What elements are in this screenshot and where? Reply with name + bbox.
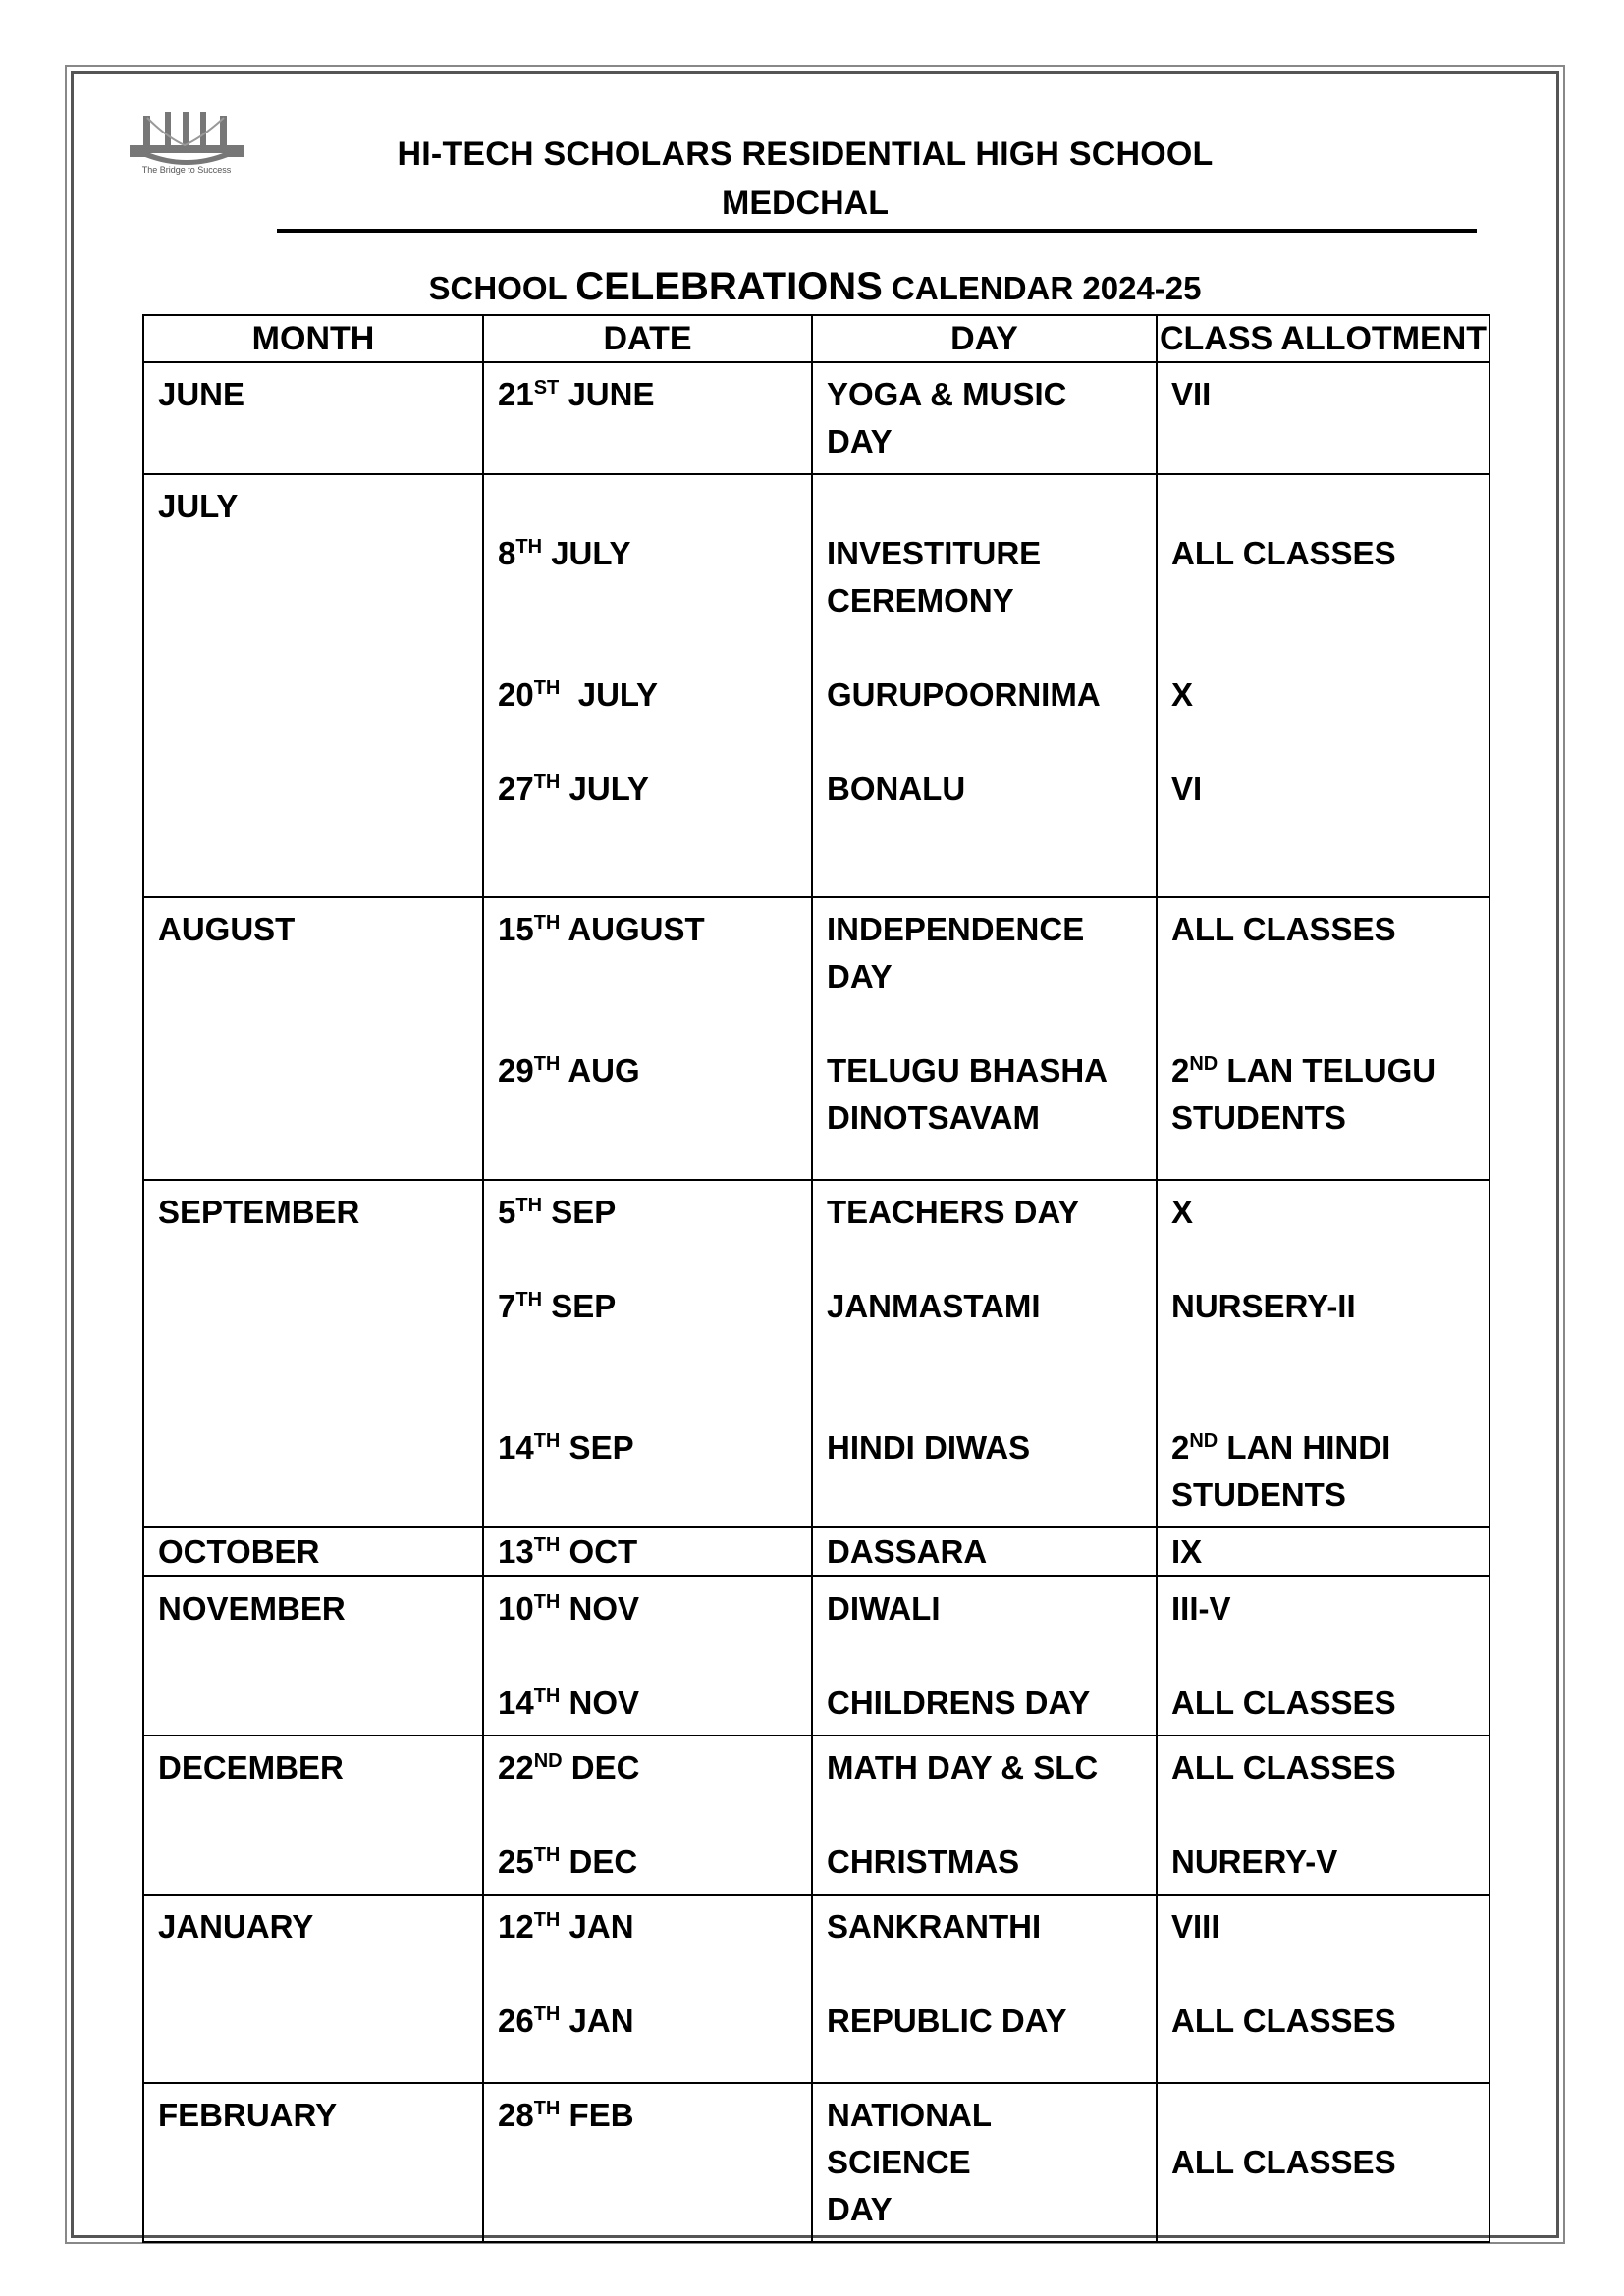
spacer	[827, 1000, 1142, 1047]
class-text: VII	[1171, 376, 1212, 412]
month-text: NOVEMBER	[158, 1590, 346, 1627]
date-suffix: TH	[533, 677, 561, 699]
class-text: VIII	[1171, 1908, 1220, 1945]
class-cell	[1157, 1576, 1489, 1735]
date-month: SEP	[542, 1194, 617, 1230]
spacer	[827, 1330, 1142, 1377]
class-text: NURSERY-II	[1171, 1288, 1356, 1324]
class-text: STUDENTS	[1171, 1099, 1346, 1136]
month-text: JANUARY	[158, 1908, 314, 1945]
spacer	[1171, 2092, 1475, 2139]
date-cell	[483, 362, 812, 474]
date-month: SEP	[560, 1429, 634, 1466]
class-cell	[1157, 2083, 1489, 2242]
date-num: 14	[498, 1429, 534, 1466]
spacer	[1171, 483, 1475, 530]
title-prefix: SCHOOL	[428, 270, 576, 306]
day-text: TEACHERS DAY	[827, 1194, 1080, 1230]
date-cell	[483, 1527, 812, 1576]
month-text: DECEMBER	[158, 1749, 344, 1786]
date-num: 8	[498, 535, 516, 571]
day-cell	[812, 2083, 1157, 2242]
spacer	[498, 1632, 797, 1680]
date-num: 22	[498, 1749, 534, 1786]
date-month: SEP	[542, 1288, 617, 1324]
month-cell	[143, 1527, 483, 1576]
date-month: OCT	[560, 1533, 638, 1570]
table-header-row	[143, 315, 1489, 362]
date-text	[498, 1744, 797, 1791]
day-text: YOGA & MUSIC	[827, 376, 1067, 412]
calendar-title	[142, 265, 1488, 309]
date-num: 21	[498, 376, 534, 412]
day-text: BONALU	[827, 771, 966, 807]
spacer	[498, 953, 797, 1000]
spacer	[827, 1632, 1142, 1680]
month-text: AUGUST	[158, 911, 296, 947]
date-num: 26	[498, 2002, 534, 2039]
month-text: OCTOBER	[158, 1533, 320, 1570]
spacer	[1171, 1791, 1475, 1839]
school-name: HI-TECH SCHOLARS RESIDENTIAL HIGH SCHOOL	[397, 135, 1214, 173]
spacer	[498, 1377, 797, 1424]
date-suffix: TH	[533, 2003, 561, 2025]
date-suffix: TH	[533, 2098, 561, 2119]
spacer	[498, 1950, 797, 1998]
day-cell	[812, 1180, 1157, 1527]
date-suffix: TH	[533, 1430, 561, 1452]
day-text: INVESTITURE	[827, 535, 1042, 571]
date-suffix: TH	[533, 772, 561, 793]
date-cell	[483, 1576, 812, 1735]
table-row	[143, 897, 1489, 1180]
date-suffix: TH	[533, 912, 561, 934]
table-row	[143, 1895, 1489, 2083]
date-text	[498, 671, 797, 719]
school-location: MEDCHAL	[722, 185, 889, 222]
date-month: JULY	[542, 535, 631, 571]
date-num: 12	[498, 1908, 534, 1945]
spacer	[1171, 1950, 1475, 1998]
day-cell	[812, 1895, 1157, 2083]
date-cell	[483, 474, 812, 897]
spacer	[1171, 719, 1475, 766]
spacer	[827, 719, 1142, 766]
date-cell	[483, 897, 812, 1180]
date-month: JAN	[560, 1908, 634, 1945]
spacer	[498, 719, 797, 766]
spacer	[498, 1000, 797, 1047]
celebrations-table	[142, 314, 1490, 2243]
class-cell	[1157, 1895, 1489, 2083]
class-cell	[1157, 1735, 1489, 1895]
date-suffix: ST	[533, 377, 560, 399]
day-text: INDEPENDENCE	[827, 911, 1085, 947]
month-cell	[143, 1180, 483, 1527]
date-text	[498, 371, 797, 418]
date-text	[498, 1998, 797, 2045]
date-text	[498, 530, 797, 577]
title-emphasis: CELEBRATIONS	[575, 265, 883, 308]
date-text	[498, 1047, 797, 1095]
spacer	[827, 1791, 1142, 1839]
day-text: CEREMONY	[827, 582, 1014, 618]
class-text: VI	[1171, 771, 1203, 807]
spacer	[1171, 1632, 1475, 1680]
day-text: DAY	[827, 2191, 893, 2227]
class-text	[1171, 1047, 1475, 1095]
class-lang: LAN TELUGU	[1218, 1052, 1436, 1089]
class-suffix: ND	[1189, 1430, 1218, 1452]
date-suffix: TH	[533, 1844, 561, 1866]
day-text: TELUGU BHASHA	[827, 1052, 1108, 1089]
date-num: 29	[498, 1052, 534, 1089]
date-suffix: TH	[515, 1195, 543, 1216]
class-text: ALL CLASSES	[1171, 1684, 1396, 1721]
date-num: 15	[498, 911, 534, 947]
class-cell	[1157, 362, 1489, 474]
date-cell	[483, 1735, 812, 1895]
date-month: JUNE	[559, 376, 655, 412]
month-cell	[143, 897, 483, 1180]
day-cell	[812, 1576, 1157, 1735]
date-num: 7	[498, 1288, 516, 1324]
class-text	[1171, 1424, 1475, 1471]
date-num: 14	[498, 1684, 534, 1721]
date-suffix: TH	[533, 1591, 561, 1613]
class-text: ALL CLASSES	[1171, 2144, 1396, 2180]
date-text	[498, 1680, 797, 1727]
date-month: JAN	[560, 2002, 634, 2039]
date-month: NOV	[560, 1590, 640, 1627]
class-num: 2	[1171, 1052, 1190, 1089]
header-rule	[277, 229, 1477, 233]
class-text: X	[1171, 676, 1194, 713]
month-cell	[143, 1576, 483, 1735]
spacer	[1171, 577, 1475, 624]
date-month: DEC	[560, 1843, 638, 1880]
col-header-class: CLASS ALLOTMENT	[1157, 315, 1489, 362]
spacer	[1171, 624, 1475, 671]
day-text: DAY	[827, 423, 893, 459]
class-lang: LAN HINDI	[1218, 1429, 1391, 1466]
date-text	[498, 1528, 797, 1575]
date-suffix: TH	[533, 1685, 561, 1707]
date-num: 13	[498, 1533, 534, 1570]
spacer	[827, 483, 1142, 530]
spacer	[1171, 1377, 1475, 1424]
day-cell	[812, 474, 1157, 897]
spacer	[827, 1377, 1142, 1424]
spacer	[498, 1236, 797, 1283]
day-cell	[812, 1735, 1157, 1895]
month-cell	[143, 1895, 483, 2083]
date-suffix: TH	[533, 1534, 561, 1556]
day-text: CHRISTMAS	[827, 1843, 1020, 1880]
date-text	[498, 2092, 797, 2139]
table-row	[143, 474, 1489, 897]
date-suffix: TH	[515, 536, 543, 558]
day-text: NATIONAL SCIENCE	[827, 2097, 992, 2180]
date-num: 10	[498, 1590, 534, 1627]
day-text: HINDI DIWAS	[827, 1429, 1031, 1466]
day-cell	[812, 1527, 1157, 1576]
date-month: DEC	[562, 1749, 640, 1786]
date-text	[498, 1283, 797, 1330]
day-text: SANKRANTHI	[827, 1908, 1042, 1945]
class-text: III-V	[1171, 1590, 1231, 1627]
table-row	[143, 1180, 1489, 1527]
date-cell	[483, 1895, 812, 2083]
class-text: IX	[1171, 1533, 1203, 1570]
table-row	[143, 1527, 1489, 1576]
date-month: AUGUST	[560, 911, 705, 947]
date-cell	[483, 1180, 812, 1527]
date-num: 25	[498, 1843, 534, 1880]
month-text: SEPTEMBER	[158, 1194, 360, 1230]
date-text	[498, 766, 797, 813]
month-cell	[143, 1735, 483, 1895]
table-row	[143, 2083, 1489, 2242]
class-text: ALL CLASSES	[1171, 1749, 1396, 1786]
day-text: GURUPOORNIMA	[827, 676, 1101, 713]
class-cell	[1157, 897, 1489, 1180]
class-cell	[1157, 474, 1489, 897]
date-text	[498, 1839, 797, 1886]
date-text	[498, 1903, 797, 1950]
date-month: JULY	[560, 771, 649, 807]
spacer	[1171, 1000, 1475, 1047]
month-text: FEBRUARY	[158, 2097, 338, 2133]
col-header-month: MONTH	[143, 315, 483, 362]
day-cell	[812, 362, 1157, 474]
date-suffix: TH	[515, 1289, 543, 1310]
col-header-day: DAY	[812, 315, 1157, 362]
spacer	[827, 624, 1142, 671]
title-suffix: CALENDAR 2024-25	[882, 270, 1202, 306]
class-text: ALL CLASSES	[1171, 911, 1396, 947]
date-month: AUG	[560, 1052, 640, 1089]
class-cell	[1157, 1180, 1489, 1527]
class-text: STUDENTS	[1171, 1476, 1346, 1513]
month-text: JUNE	[158, 376, 245, 412]
class-text: ALL CLASSES	[1171, 535, 1396, 571]
spacer	[827, 1950, 1142, 1998]
class-text: NURERY-V	[1171, 1843, 1338, 1880]
class-suffix: ND	[1189, 1053, 1218, 1075]
table-row	[143, 1576, 1489, 1735]
class-text: X	[1171, 1194, 1194, 1230]
date-cell	[483, 2083, 812, 2242]
day-text: MATH DAY & SLC	[827, 1749, 1099, 1786]
spacer	[1171, 1236, 1475, 1283]
date-suffix: TH	[533, 1909, 561, 1931]
class-num: 2	[1171, 1429, 1190, 1466]
month-text: JULY	[158, 488, 239, 524]
date-num: 28	[498, 2097, 534, 2133]
date-month: FEB	[560, 2097, 634, 2133]
spacer	[498, 1330, 797, 1377]
spacer	[1171, 953, 1475, 1000]
spacer	[498, 624, 797, 671]
day-text: DASSARA	[827, 1533, 988, 1570]
class-text: ALL CLASSES	[1171, 2002, 1396, 2039]
month-cell	[143, 474, 483, 897]
class-cell	[1157, 1527, 1489, 1576]
spacer	[498, 483, 797, 530]
day-text: JANMASTAMI	[827, 1288, 1041, 1324]
date-text	[498, 906, 797, 953]
spacer	[498, 577, 797, 624]
day-text: DINOTSAVAM	[827, 1099, 1040, 1136]
date-num: 20	[498, 676, 534, 713]
spacer	[827, 1236, 1142, 1283]
table-row	[143, 362, 1489, 474]
day-text: REPUBLIC DAY	[827, 2002, 1067, 2039]
day-text: DIWALI	[827, 1590, 941, 1627]
date-text	[498, 1424, 797, 1471]
table-row	[143, 1735, 1489, 1895]
day-cell	[812, 897, 1157, 1180]
date-month: JULY	[560, 676, 659, 713]
date-suffix: TH	[533, 1053, 561, 1075]
date-num: 5	[498, 1194, 516, 1230]
date-month: NOV	[560, 1684, 640, 1721]
month-cell	[143, 362, 483, 474]
date-suffix: ND	[533, 1750, 563, 1772]
month-cell	[143, 2083, 483, 2242]
date-num: 27	[498, 771, 534, 807]
spacer	[498, 1791, 797, 1839]
logo-caption: The Bridge to Success	[141, 165, 232, 175]
bridge-logo	[126, 108, 248, 182]
date-text	[498, 1189, 797, 1236]
spacer	[1171, 1330, 1475, 1377]
col-header-date: DATE	[483, 315, 812, 362]
date-text	[498, 1585, 797, 1632]
day-text: DAY	[827, 958, 893, 994]
day-text: CHILDRENS DAY	[827, 1684, 1091, 1721]
